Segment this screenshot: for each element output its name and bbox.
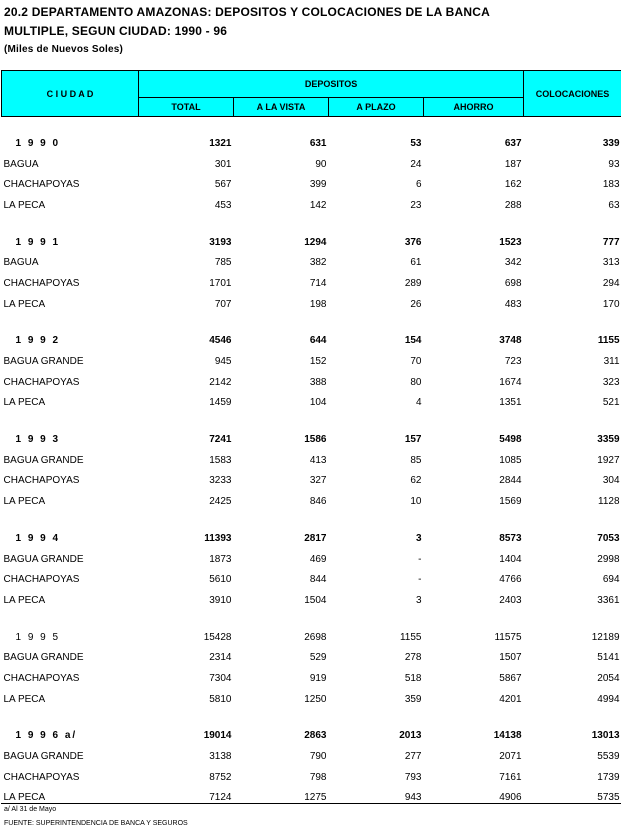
header-total: TOTAL — [139, 98, 234, 117]
city-label: LA PECA — [3, 594, 46, 606]
a-la-vista-cell: 469 — [309, 553, 327, 565]
colocaciones-cell: 304 — [602, 475, 620, 487]
city-label: CHACHAPOYAS — [3, 376, 80, 388]
table-row — [2, 647, 621, 668]
footnote: a/ Al 31 de Mayo — [4, 806, 57, 813]
table-row — [2, 393, 621, 414]
ahorro-cell: 1351 — [499, 397, 522, 409]
spacer-row — [2, 710, 621, 726]
total-cell: 7304 — [209, 672, 232, 684]
total-cell: 5810 — [209, 693, 232, 705]
city-label: BAGUA — [3, 158, 39, 170]
ahorro-cell: 2403 — [499, 594, 522, 606]
total-cell: 2142 — [209, 376, 232, 388]
colocaciones-cell: 1155 — [597, 335, 620, 347]
total-cell: 1701 — [209, 277, 232, 289]
colocaciones-cell: 3359 — [597, 434, 620, 446]
colocaciones-cell: 183 — [602, 179, 620, 191]
year-total-row — [2, 726, 621, 747]
total-cell: 3233 — [209, 475, 232, 487]
city-label: CHACHAPOYAS — [3, 475, 80, 487]
colocaciones-cell: 63 — [608, 199, 620, 211]
city-label: CHACHAPOYAS — [3, 771, 80, 783]
a-plazo-cell: 85 — [410, 454, 422, 466]
colocaciones-cell: 1927 — [597, 454, 620, 466]
city-label: CHACHAPOYAS — [3, 277, 80, 289]
total-cell: 453 — [214, 199, 232, 211]
total-cell: 707 — [214, 298, 232, 310]
table-row — [2, 590, 621, 611]
a-plazo-cell: 359 — [404, 693, 422, 705]
city-label: BAGUA — [3, 257, 39, 269]
ahorro-cell: 288 — [504, 199, 522, 211]
year-label: 1 9 9 3 — [15, 434, 61, 446]
city-label: CHACHAPOYAS — [3, 672, 80, 684]
ahorro-cell: 1674 — [499, 376, 522, 388]
colocaciones-cell: 294 — [602, 277, 620, 289]
ahorro-cell: 1507 — [499, 652, 522, 664]
ahorro-cell: 1085 — [499, 454, 522, 466]
a-la-vista-cell: 1250 — [304, 693, 327, 705]
colocaciones-cell: 13013 — [591, 730, 620, 742]
a-plazo-cell: 518 — [404, 672, 422, 684]
spacer-cell — [2, 216, 621, 232]
year-total-row — [2, 331, 621, 352]
ahorro-cell: 698 — [504, 277, 522, 289]
table-row — [2, 154, 621, 175]
table-row — [2, 746, 621, 767]
table-row — [2, 668, 621, 689]
source-note: FUENTE: SUPERINTENDENCIA DE BANCA Y SEGUROS — [4, 820, 188, 827]
spacer-row — [2, 611, 621, 627]
ahorro-cell: 2071 — [499, 751, 522, 763]
a-plazo-cell: - — [418, 553, 422, 565]
total-cell: 7124 — [209, 792, 232, 804]
a-la-vista-cell: 644 — [309, 335, 327, 347]
total-cell: 4546 — [209, 335, 232, 347]
total-cell: 1583 — [209, 454, 232, 466]
header-colocaciones: COLOCACIONES — [524, 71, 621, 117]
table-row — [2, 351, 621, 372]
ahorro-cell: 1569 — [499, 496, 522, 508]
colocaciones-cell: 1739 — [597, 771, 620, 783]
colocaciones-cell: 1128 — [598, 496, 620, 508]
total-cell: 1873 — [209, 553, 232, 565]
colocaciones-cell: 3361 — [597, 594, 620, 606]
city-label: CHACHAPOYAS — [3, 574, 80, 586]
a-plazo-cell: 53 — [410, 137, 422, 149]
total-cell: 7241 — [209, 434, 232, 446]
table-row — [2, 471, 621, 492]
year-total-row — [2, 429, 621, 450]
a-plazo-cell: 154 — [404, 335, 422, 347]
ahorro-cell: 2844 — [499, 475, 522, 487]
city-label: LA PECA — [3, 298, 46, 310]
ahorro-cell: 7161 — [499, 771, 522, 783]
ahorro-cell: 3748 — [499, 335, 522, 347]
colocaciones-cell: 4994 — [597, 693, 620, 705]
table-row — [2, 689, 621, 710]
table-row — [2, 767, 621, 788]
spacer-row — [2, 413, 621, 429]
ahorro-cell: 4766 — [499, 574, 522, 586]
a-la-vista-cell: 1586 — [304, 434, 327, 446]
ahorro-cell: 4906 — [499, 792, 522, 804]
city-label: BAGUA GRANDE — [3, 751, 84, 763]
a-plazo-cell: 4 — [415, 397, 422, 409]
table-row — [2, 450, 621, 471]
spacer-cell — [2, 512, 621, 528]
total-cell: 8752 — [209, 771, 232, 783]
year-label: 1 9 9 0 — [15, 137, 61, 149]
colocaciones-cell: 12189 — [591, 631, 620, 643]
a-la-vista-cell: 846 — [309, 496, 327, 508]
spacer-cell — [2, 315, 621, 331]
a-plazo-cell: 1155 — [399, 631, 422, 643]
colocaciones-cell: 7053 — [597, 532, 620, 544]
a-plazo-cell: 289 — [404, 277, 422, 289]
colocaciones-cell: 5735 — [597, 792, 620, 804]
spacer-cell — [2, 710, 621, 726]
table-row — [2, 569, 621, 590]
city-label: BAGUA GRANDE — [3, 356, 84, 368]
total-cell: 3138 — [209, 751, 232, 763]
table-row — [2, 491, 621, 512]
colocaciones-cell: 777 — [602, 236, 620, 248]
spacer-row — [2, 216, 621, 232]
year-label: 1 9 9 1 — [15, 236, 61, 248]
year-label: 1 9 9 4 — [15, 532, 61, 544]
total-cell: 2425 — [209, 496, 232, 508]
year-label: 1 9 9 6 a/ — [15, 730, 78, 742]
a-plazo-cell: 70 — [410, 356, 422, 368]
colocaciones-cell: 2054 — [597, 672, 620, 684]
a-la-vista-cell: 2817 — [304, 532, 327, 544]
table-row — [2, 294, 621, 315]
colocaciones-cell: 694 — [602, 574, 620, 586]
table-row — [2, 372, 621, 393]
colocaciones-cell: 2998 — [597, 553, 620, 565]
a-la-vista-cell: 104 — [309, 397, 327, 409]
a-plazo-cell: 2013 — [399, 730, 422, 742]
page-subtitle: MULTIPLE, SEGUN CIUDAD: 1990 - 96 — [4, 24, 228, 38]
a-la-vista-cell: 198 — [309, 298, 327, 310]
a-plazo-cell: 23 — [410, 199, 422, 211]
colocaciones-cell: 339 — [602, 137, 620, 149]
city-label: BAGUA GRANDE — [3, 652, 84, 664]
colocaciones-cell: 5141 — [597, 652, 620, 664]
a-la-vista-cell: 529 — [309, 652, 327, 664]
a-la-vista-cell: 1294 — [304, 236, 327, 248]
ahorro-cell: 1523 — [499, 236, 522, 248]
year-label: 1 9 9 5 — [15, 631, 61, 643]
total-cell: 3910 — [209, 594, 232, 606]
a-plazo-cell: 26 — [410, 298, 422, 310]
spacer-cell — [2, 611, 621, 627]
ahorro-cell: 5498 — [499, 434, 522, 446]
ahorro-cell: 637 — [504, 137, 522, 149]
a-la-vista-cell: 798 — [309, 771, 327, 783]
a-plazo-cell: 24 — [410, 158, 422, 170]
a-plazo-cell: - — [418, 574, 422, 586]
data-table — [1, 70, 621, 808]
city-label: CHACHAPOYAS — [3, 179, 80, 191]
a-la-vista-cell: 631 — [309, 137, 327, 149]
colocaciones-cell: 311 — [603, 356, 620, 368]
a-la-vista-cell: 142 — [309, 199, 327, 211]
a-plazo-cell: 10 — [410, 496, 422, 508]
a-la-vista-cell: 413 — [309, 454, 327, 466]
table-row — [2, 788, 621, 809]
total-cell: 1459 — [209, 397, 232, 409]
a-plazo-cell: 943 — [404, 792, 422, 804]
a-la-vista-cell: 2698 — [304, 631, 327, 643]
year-total-row — [2, 528, 621, 549]
total-cell: 567 — [214, 179, 232, 191]
ahorro-cell: 483 — [504, 298, 522, 310]
table-row — [2, 195, 621, 216]
footer-rule — [1, 803, 621, 804]
a-plazo-cell: 3 — [415, 532, 422, 544]
header-ciudad: C I U D A D — [2, 71, 139, 117]
table-row — [2, 273, 621, 294]
a-plazo-cell: 61 — [410, 257, 422, 269]
a-la-vista-cell: 714 — [309, 277, 327, 289]
year-total-row — [2, 232, 621, 253]
header-depositos: DEPOSITOS — [139, 71, 524, 98]
a-la-vista-cell: 382 — [309, 257, 327, 269]
ahorro-cell: 342 — [504, 257, 522, 269]
spacer-row — [2, 117, 621, 134]
ahorro-cell: 11575 — [494, 631, 522, 643]
a-la-vista-cell: 399 — [309, 179, 327, 191]
a-plazo-cell: 277 — [404, 751, 422, 763]
spacer-cell — [2, 117, 621, 134]
total-cell: 3193 — [209, 236, 232, 248]
city-label: BAGUA GRANDE — [3, 553, 84, 565]
city-label: LA PECA — [3, 792, 46, 804]
colocaciones-cell: 313 — [602, 257, 620, 269]
ahorro-cell: 14138 — [493, 730, 522, 742]
spacer-row — [2, 315, 621, 331]
spacer-row — [2, 512, 621, 528]
a-plazo-cell: 157 — [404, 434, 422, 446]
a-la-vista-cell: 1504 — [304, 594, 327, 606]
a-plazo-cell: 62 — [410, 475, 422, 487]
table-row — [2, 252, 621, 273]
a-la-vista-cell: 388 — [309, 376, 327, 388]
colocaciones-cell: 170 — [602, 298, 620, 310]
ahorro-cell: 723 — [504, 356, 522, 368]
city-label: LA PECA — [3, 397, 46, 409]
city-label: LA PECA — [3, 496, 46, 508]
city-label: LA PECA — [3, 693, 46, 705]
ahorro-cell: 4201 — [499, 693, 522, 705]
a-plazo-cell: 793 — [404, 771, 422, 783]
ahorro-cell: 5867 — [499, 672, 522, 684]
header-a-plazo: A PLAZO — [329, 98, 424, 117]
total-cell: 2314 — [209, 652, 232, 664]
table-body — [2, 117, 621, 809]
header-ahorro: AHORRO — [424, 98, 524, 117]
units-label: (Miles de Nuevos Soles) — [4, 44, 124, 55]
colocaciones-cell: 5539 — [597, 751, 620, 763]
a-plazo-cell: 278 — [404, 652, 422, 664]
table-row — [2, 174, 621, 195]
colocaciones-cell: 93 — [608, 158, 620, 170]
total-cell: 19014 — [203, 730, 232, 742]
total-cell: 301 — [214, 158, 232, 170]
colocaciones-cell: 323 — [602, 376, 620, 388]
page-title: 20.2 DEPARTAMENTO AMAZONAS: DEPOSITOS Y COLOCACIONES DE LA BANCA — [4, 5, 490, 19]
year-label: 1 9 9 2 — [15, 335, 61, 347]
a-la-vista-cell: 327 — [309, 475, 327, 487]
table-row — [2, 549, 621, 570]
a-plazo-cell: 3 — [415, 594, 422, 606]
total-cell: 785 — [214, 257, 232, 269]
header-a-la-vista: A LA VISTA — [234, 98, 329, 117]
a-plazo-cell: 80 — [410, 376, 422, 388]
city-label: LA PECA — [3, 199, 46, 211]
total-cell: 5610 — [209, 574, 232, 586]
total-cell: 15428 — [203, 631, 232, 643]
spacer-cell — [2, 413, 621, 429]
colocaciones-cell: 521 — [602, 397, 620, 409]
year-total-row — [2, 627, 621, 648]
a-la-vista-cell: 1275 — [304, 792, 327, 804]
city-label: BAGUA GRANDE — [3, 454, 84, 466]
ahorro-cell: 1404 — [499, 553, 522, 565]
year-total-row — [2, 133, 621, 154]
a-la-vista-cell: 2863 — [304, 730, 327, 742]
ahorro-cell: 187 — [504, 158, 522, 170]
a-la-vista-cell: 844 — [309, 574, 327, 586]
total-cell: 1321 — [209, 137, 232, 149]
a-la-vista-cell: 919 — [309, 672, 327, 684]
total-cell: 945 — [214, 356, 232, 368]
ahorro-cell: 162 — [504, 179, 522, 191]
ahorro-cell: 8573 — [499, 532, 522, 544]
a-la-vista-cell: 90 — [315, 158, 327, 170]
a-plazo-cell: 6 — [415, 179, 422, 191]
a-la-vista-cell: 790 — [309, 751, 327, 763]
a-plazo-cell: 376 — [404, 236, 422, 248]
total-cell: 11393 — [204, 532, 232, 544]
a-la-vista-cell: 152 — [309, 356, 327, 368]
